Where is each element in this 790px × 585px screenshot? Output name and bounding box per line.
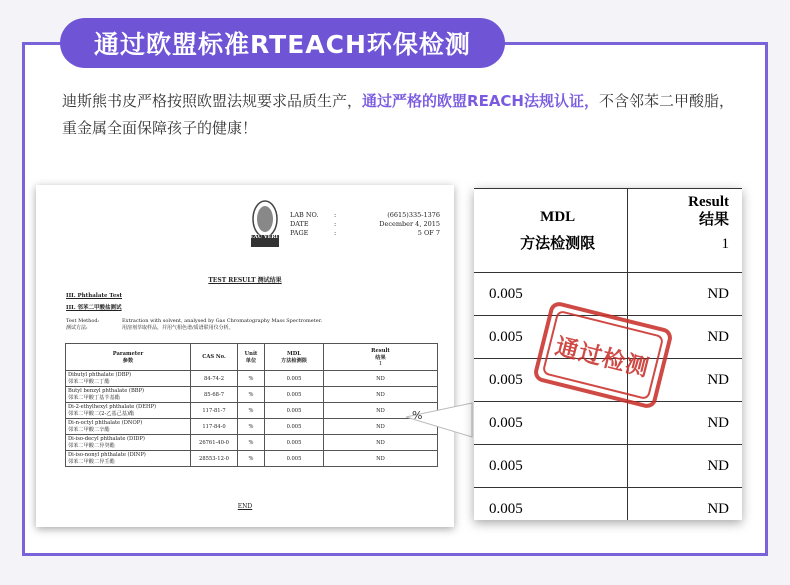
table-row: Di-2-ethylhexyl phthalate (DEHP) 邻苯二甲酸二(2-乙基己基)酯 117-81-7 % 0.005 ND xyxy=(66,403,438,419)
table-row: 0.005 ND xyxy=(474,488,742,521)
header-unit: Unit 单位 xyxy=(238,344,265,371)
zoom-header-mdl: MDL 方法检测限 xyxy=(474,189,628,273)
section-title-cn: III. 邻苯二甲酸盐测试 xyxy=(66,305,122,311)
logo-text: BUREAU VERITAS xyxy=(237,234,289,240)
page-title: 通过欧盟标准RTEACH环保检测 xyxy=(60,18,505,68)
header-mdl: MDL 方法检测限 xyxy=(265,344,324,371)
phthalate-table xyxy=(65,343,438,467)
test-method: Test Method: Extraction with solvent, analysed by Gas Chromatography Mass Spectrometer. 测试方法: 用溶剂萃取样品，并用气相色谱/质谱联用仪分析。 xyxy=(66,318,323,331)
table-row: Dibutyl phthalate (DBP) 邻苯二甲酸二丁酯 84-74-2 % 0.005 ND xyxy=(66,371,438,387)
test-result-title: TEST RESULT 测试结果 xyxy=(208,277,282,284)
table-row: 0.005 ND xyxy=(474,402,742,445)
zoom-header-result: Result 结果 1 xyxy=(628,189,742,273)
table-row: 0.005 ND xyxy=(474,359,742,402)
intro-highlight: 通过严格的欧盟REACH法规认证， xyxy=(362,92,599,110)
table-row: 0.005 ND xyxy=(474,273,742,316)
table-row: Di-iso-nonyl phthalate (DINP) 邻苯二甲酸二异壬酯 28553-12-0 % 0.005 ND xyxy=(66,451,438,467)
report-end: END xyxy=(237,503,253,510)
table-row: Di-iso-decyl phthalate (DIDP) 邻苯二甲酸二异癸酯 26761-40-0 % 0.005 ND xyxy=(66,435,438,451)
intro-text xyxy=(62,88,742,142)
intro-part2: 不含邻苯二甲酸脂，重金属全面保障孩子的健康！ xyxy=(62,92,735,137)
table-row: Di-n-octyl phthalate (DNOP) 邻苯二甲酸二辛酯 117-84-0 % 0.005 ND xyxy=(66,419,438,435)
header-result: Result 结果 1 xyxy=(324,344,438,371)
table-row: 0.005 ND xyxy=(474,445,742,488)
test-report-document: BUREAU VERITAS LAB NO. : (6615)335-1376 DATE : December 4, 2015 PAGE : 5 OF 7 TEST RESULT 测试结果 III. Phthalate Test III. 邻苯二甲酸盐测试 Test Method: Extraction with solvent, analysed by Gas Chromatography Mass Spectrometer. 测试方法: 用溶剂萃取样品，并用气相色谱/质谱联用仪分析。 Parameter 参数 CAS No. Unit 单位 MDL 方法检测限 Result 结果 1 Dibutyl phthalate (DBP) 邻苯二甲酸二丁酯 84-74-2 % 0.005 ND Butyl benzyl phthalate (BBP) 邻苯二甲酸丁基苄基酯 85-68-7 % 0.005 ND Di-2-ethylhexyl phthalate (DEHP) 邻苯二甲酸二(2-乙基己基)酯 117-81-7 % 0.005 ND Di-n-octyl phthalate (DNOP) 邻苯二甲酸二辛酯 117-84-0 % 0.005 ND Di-iso-decyl phthalate (DIDP) 邻苯二甲酸二异癸酯 26761-40-0 % 0.005 ND Di-iso-nonyl phthalate (DINP) 邻苯二甲酸二异壬酯 28553-12-0 % 0.005 ND END xyxy=(36,185,454,527)
intro-part1: 迪斯熊书皮严格按照欧盟法规要求品质生产， xyxy=(62,92,363,110)
zoom-percent: % xyxy=(412,409,423,422)
bureau-veritas-logo-icon xyxy=(238,197,292,251)
table-row: 0.005 ND xyxy=(474,316,742,359)
header-parameter: Parameter 参数 xyxy=(66,344,191,371)
header-cas: CAS No. xyxy=(191,344,238,371)
table-row: Butyl benzyl phthalate (BBP) 邻苯二甲酸丁基苄基酯 85-68-7 % 0.005 ND xyxy=(66,387,438,403)
section-title-en: III. Phthalate Test xyxy=(66,293,122,299)
passed-test-stamp: 通过检测 xyxy=(532,300,674,410)
